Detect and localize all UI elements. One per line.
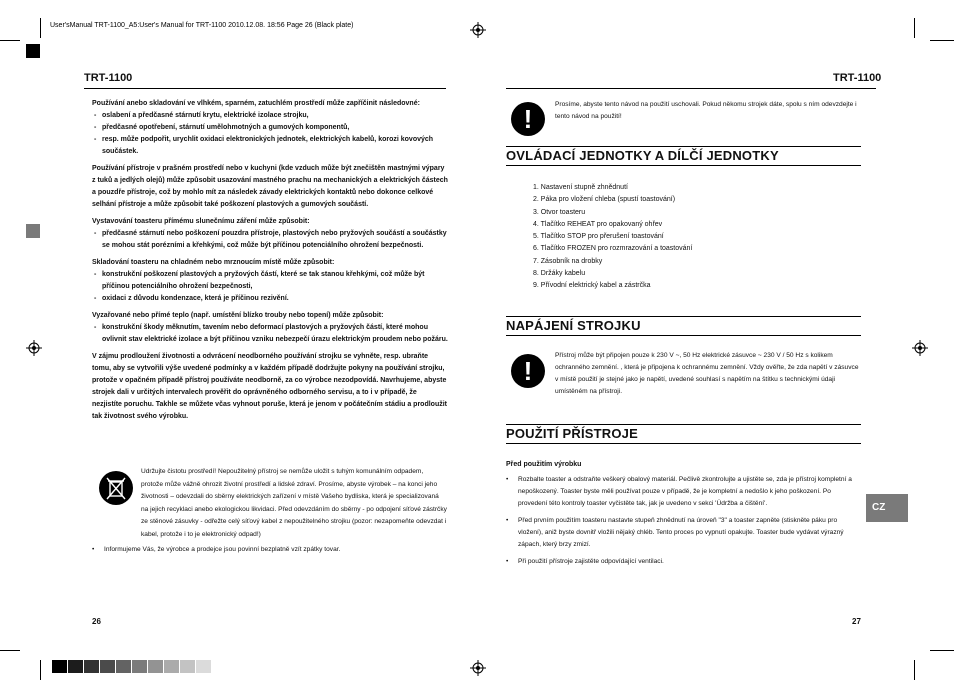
section-title-controls: OVLÁDACÍ JEDNOTKY A DÍLČÍ JEDNOTKY xyxy=(506,148,779,163)
crop-mark xyxy=(0,40,20,41)
list-item: 6. Tlačítko FROZEN pro rozmrazování a toastování xyxy=(533,245,693,253)
section-rule xyxy=(506,146,861,147)
exclamation-warning-icon: ! xyxy=(511,354,545,388)
registration-target-icon xyxy=(470,22,486,38)
registration-target-icon xyxy=(470,660,486,676)
list-item: 2. Páka pro vložení chleba (spustí toastování) xyxy=(533,196,676,204)
weee-recycling-bin-icon xyxy=(98,470,134,506)
block-lead: Používání přístroje v prašném prostředí nebo v kuchyni (kde vzduch může být znečištěn mastnými výpary z tuků a jedlých olejů) může způsobit usazování mastného prachu na mechanických a elektrických částech a pouzdře přístroje, což by mohlo mít za následek závady elektrických kontaktů nebo dokonce celkové selhání přístroje a může způsobit také poškození plastových a gumových součástí. xyxy=(92,165,448,208)
keep-manual-notice: Prosíme, abyste tento návod na použití uschovali. Pokud někomu strojek dáte, spolu s ním odevzdejte i tento návod na použití! xyxy=(555,101,857,120)
controls-list xyxy=(533,182,853,293)
crop-mark xyxy=(40,660,41,680)
crop-mark xyxy=(930,650,954,651)
crop-mark xyxy=(40,18,41,38)
section-rule xyxy=(506,335,861,336)
section-rule xyxy=(506,316,861,317)
gray-swatch xyxy=(100,660,115,673)
running-head-right: TRT-1100 xyxy=(833,72,882,84)
registration-square xyxy=(26,44,40,58)
crop-mark xyxy=(914,660,915,680)
gray-swatch xyxy=(116,660,131,673)
gray-swatch xyxy=(180,660,195,673)
list-item: 3. Otvor toasteru xyxy=(533,208,586,216)
left-body-text xyxy=(92,98,448,428)
registration-target-icon xyxy=(912,340,928,356)
dash-item: - resp. může podpořit, urychlit oxidaci elektronických jednotek, elektrických kabelů, korozi kovových součástek. xyxy=(92,134,448,158)
exclamation-warning-icon: ! xyxy=(511,102,545,136)
condition-block xyxy=(92,310,448,346)
gray-tab-marker xyxy=(26,224,40,238)
dash-item: - konstrukční poškození plastových a pryžových částí, které se tak stanou křehkými, což může být příčinou potenciálního ohrožení bezpečnosti, xyxy=(92,269,448,293)
dash-item: - konstrukční škody měknutím, tavením nebo deformací plastových a pryžových částí, které mohou ovlivnit stav elektrické izolace a být příčinou vzniku nebezpečí úrazu elektrickým proudem nebo požáru. xyxy=(92,322,448,346)
section-rule xyxy=(506,424,861,425)
crop-mark xyxy=(930,40,954,41)
block-lead: Vystavování toasteru přímému slunečnímu záření může způsobit: xyxy=(92,218,310,225)
list-item: • Při použití přístroje zajistěte odpovídající ventilaci. xyxy=(506,556,856,568)
crop-mark xyxy=(0,650,20,651)
crop-mark xyxy=(914,18,915,38)
page-number-right: 27 xyxy=(852,617,861,626)
block-lead: V zájmu prodloužení životnosti a odvrácení neodborného používání strojku se vyhněte, resp. ubraňte tomu, aby se vytvořili výše uvedené podmínky a v každém případě dodržujte pokyny na používání strojku, protože v opačném případě přístroj používáte neodborně, za co výrobce nezodpovídá. Navrhujeme, abyste strojek dali v určitých intervalech prověřit do oprávněného odborného servisu, a to i v případě, že nezjistíte poruchu. Takhle se můžete včas vyhnout poruše, která je jenom v počátečním stádiu a prodloužit tak životnost svého výrobku. xyxy=(92,353,448,420)
dash-item: - oxidaci z důvodu kondenzace, která je příčinou rezivění. xyxy=(92,293,448,305)
header-rule xyxy=(84,88,446,89)
section-title-power: NAPÁJENÍ STROJKU xyxy=(506,318,641,333)
first-use-list xyxy=(506,474,856,573)
gray-swatch xyxy=(68,660,83,673)
condition-block xyxy=(92,257,448,305)
running-head-left: TRT-1100 xyxy=(84,72,133,84)
recycling-notice: Udržujte čistotu prostředí! Nepoužitelný přístroj se nemůže uložit s tuhým komunálním odpadem, protože může vážně ohrozit životní prostředí a lidské zdraví. Prosíme, abyste výrobek – na konci jeho životnosti – odevzdali do sběrny elektrických zařízení v místě Vašeho bydliska, která je specializovaná na jejich recyklaci anebo ekologickou likvidaci. Před odevzdáním do sběrny - po odpojení síťové zástrčky ze stěnové zásuvky - odřežte celý síťový kabel z nepoužitelného strojku (pozor: nezapomeňte odevzdat i kabel, protože i to je elektronický odpad!) xyxy=(141,468,447,538)
dash-item: - oslabení a předčasné stárnutí krytu, elektrické izolace strojku, xyxy=(92,110,448,122)
section-rule xyxy=(506,165,861,166)
print-slug-header: User'sManual TRT-1100_A5:User's Manual for TRT-1100 2010.12.08. 18:56 Page 26 (Black plate) xyxy=(50,22,354,29)
list-item: • Před prvním použitím toasteru nastavte stupeň zhnědnutí na úroveň "3" a toaster zapněte (stiskněte páku pro vložení), aniž byste dovnitř vložili nějaký chléb. Tento proces po vypnutí opakujte. Toaster bude vydávat výrazný zápach, který brzy zmizí. xyxy=(506,515,856,551)
condition-block xyxy=(92,98,448,158)
condition-block xyxy=(92,216,448,252)
gray-swatch xyxy=(52,660,67,673)
list-item: • Rozbalte toaster a odstraňte veškerý obalový materiál. Pečlivě zkontrolujte a ujistěte se, zda je přístroj kompletní a nepoškozený. Toaster byste měli používat pouze v případě, že je kompletní a nedošlo k jeho poškození. Po provedení této kontroly toaster vyčistěte tak, jak je uvedeno v sekci 'Údržba a čištění'. xyxy=(506,474,856,510)
take-back-bullet: • Informujeme Vás, že výrobce a prodejce jsou povinní bezplatně vzít zpátky tovar. xyxy=(92,544,454,556)
gray-swatch xyxy=(84,660,99,673)
dash-item: - předčasné opotřebení, stárnutí umělohmotných a gumových komponentů, xyxy=(92,122,448,134)
power-requirements-notice: Přístroj může být připojen pouze k 230 V ~, 50 Hz elektrické zásuvce ~ 230 V / 50 Hz s kolikem ochranného zemnění. , která je připojena k ochrannému zemnění. Vždy ověřte, že zda napětí v zásuvce v místě použití je stejné jako je napětí, uvedené souhlasí s napětím na štítku s technickými údaji umístěném na přístroji. xyxy=(555,352,859,395)
block-lead: Používání anebo skladování ve vlhkém, sparném, zatuchlém prostředí může zapříčinit následovné: xyxy=(92,100,420,107)
page-number-left: 26 xyxy=(92,617,101,626)
list-item: 1. Nastavení stupně zhnědnutí xyxy=(533,184,628,191)
language-tab-cz: CZ xyxy=(866,494,908,522)
gray-swatch xyxy=(148,660,163,673)
list-item: 7. Zásobník na drobky xyxy=(533,257,603,265)
section-title-usage: POUŽITÍ PŘÍSTROJE xyxy=(506,426,638,441)
header-rule xyxy=(506,88,876,89)
list-item: 8. Držáky kabelu xyxy=(533,270,586,278)
block-lead: Vyzařované nebo přímé teplo (např. umístění blízko trouby nebo topení) může způsobit: xyxy=(92,312,384,319)
gray-swatch xyxy=(196,660,211,673)
block-lead: Skladování toasteru na chladném nebo mrznoucím místě může způsobit: xyxy=(92,259,335,266)
section-rule xyxy=(506,443,861,444)
gray-swatch xyxy=(164,660,179,673)
list-item: 5. Tlačítko STOP pro přerušení toastování xyxy=(533,233,664,241)
registration-target-icon xyxy=(26,340,42,356)
dash-item: - předčasné stárnutí nebo poškození pouzdra přístroje, plastových nebo pryžových součástí a součástky se mohou stát porézními a křehkými, což může být příčinou potenciálního ohrožení bezpečnosti. xyxy=(92,228,448,252)
list-item: 4. Tlačítko REHEAT pro opakovaný ohřev xyxy=(533,220,663,228)
first-use-heading: Před použitím výrobku xyxy=(506,461,582,468)
gray-swatch xyxy=(132,660,147,673)
list-item: 9. Přívodní elektrický kabel a zástrčka xyxy=(533,282,651,290)
